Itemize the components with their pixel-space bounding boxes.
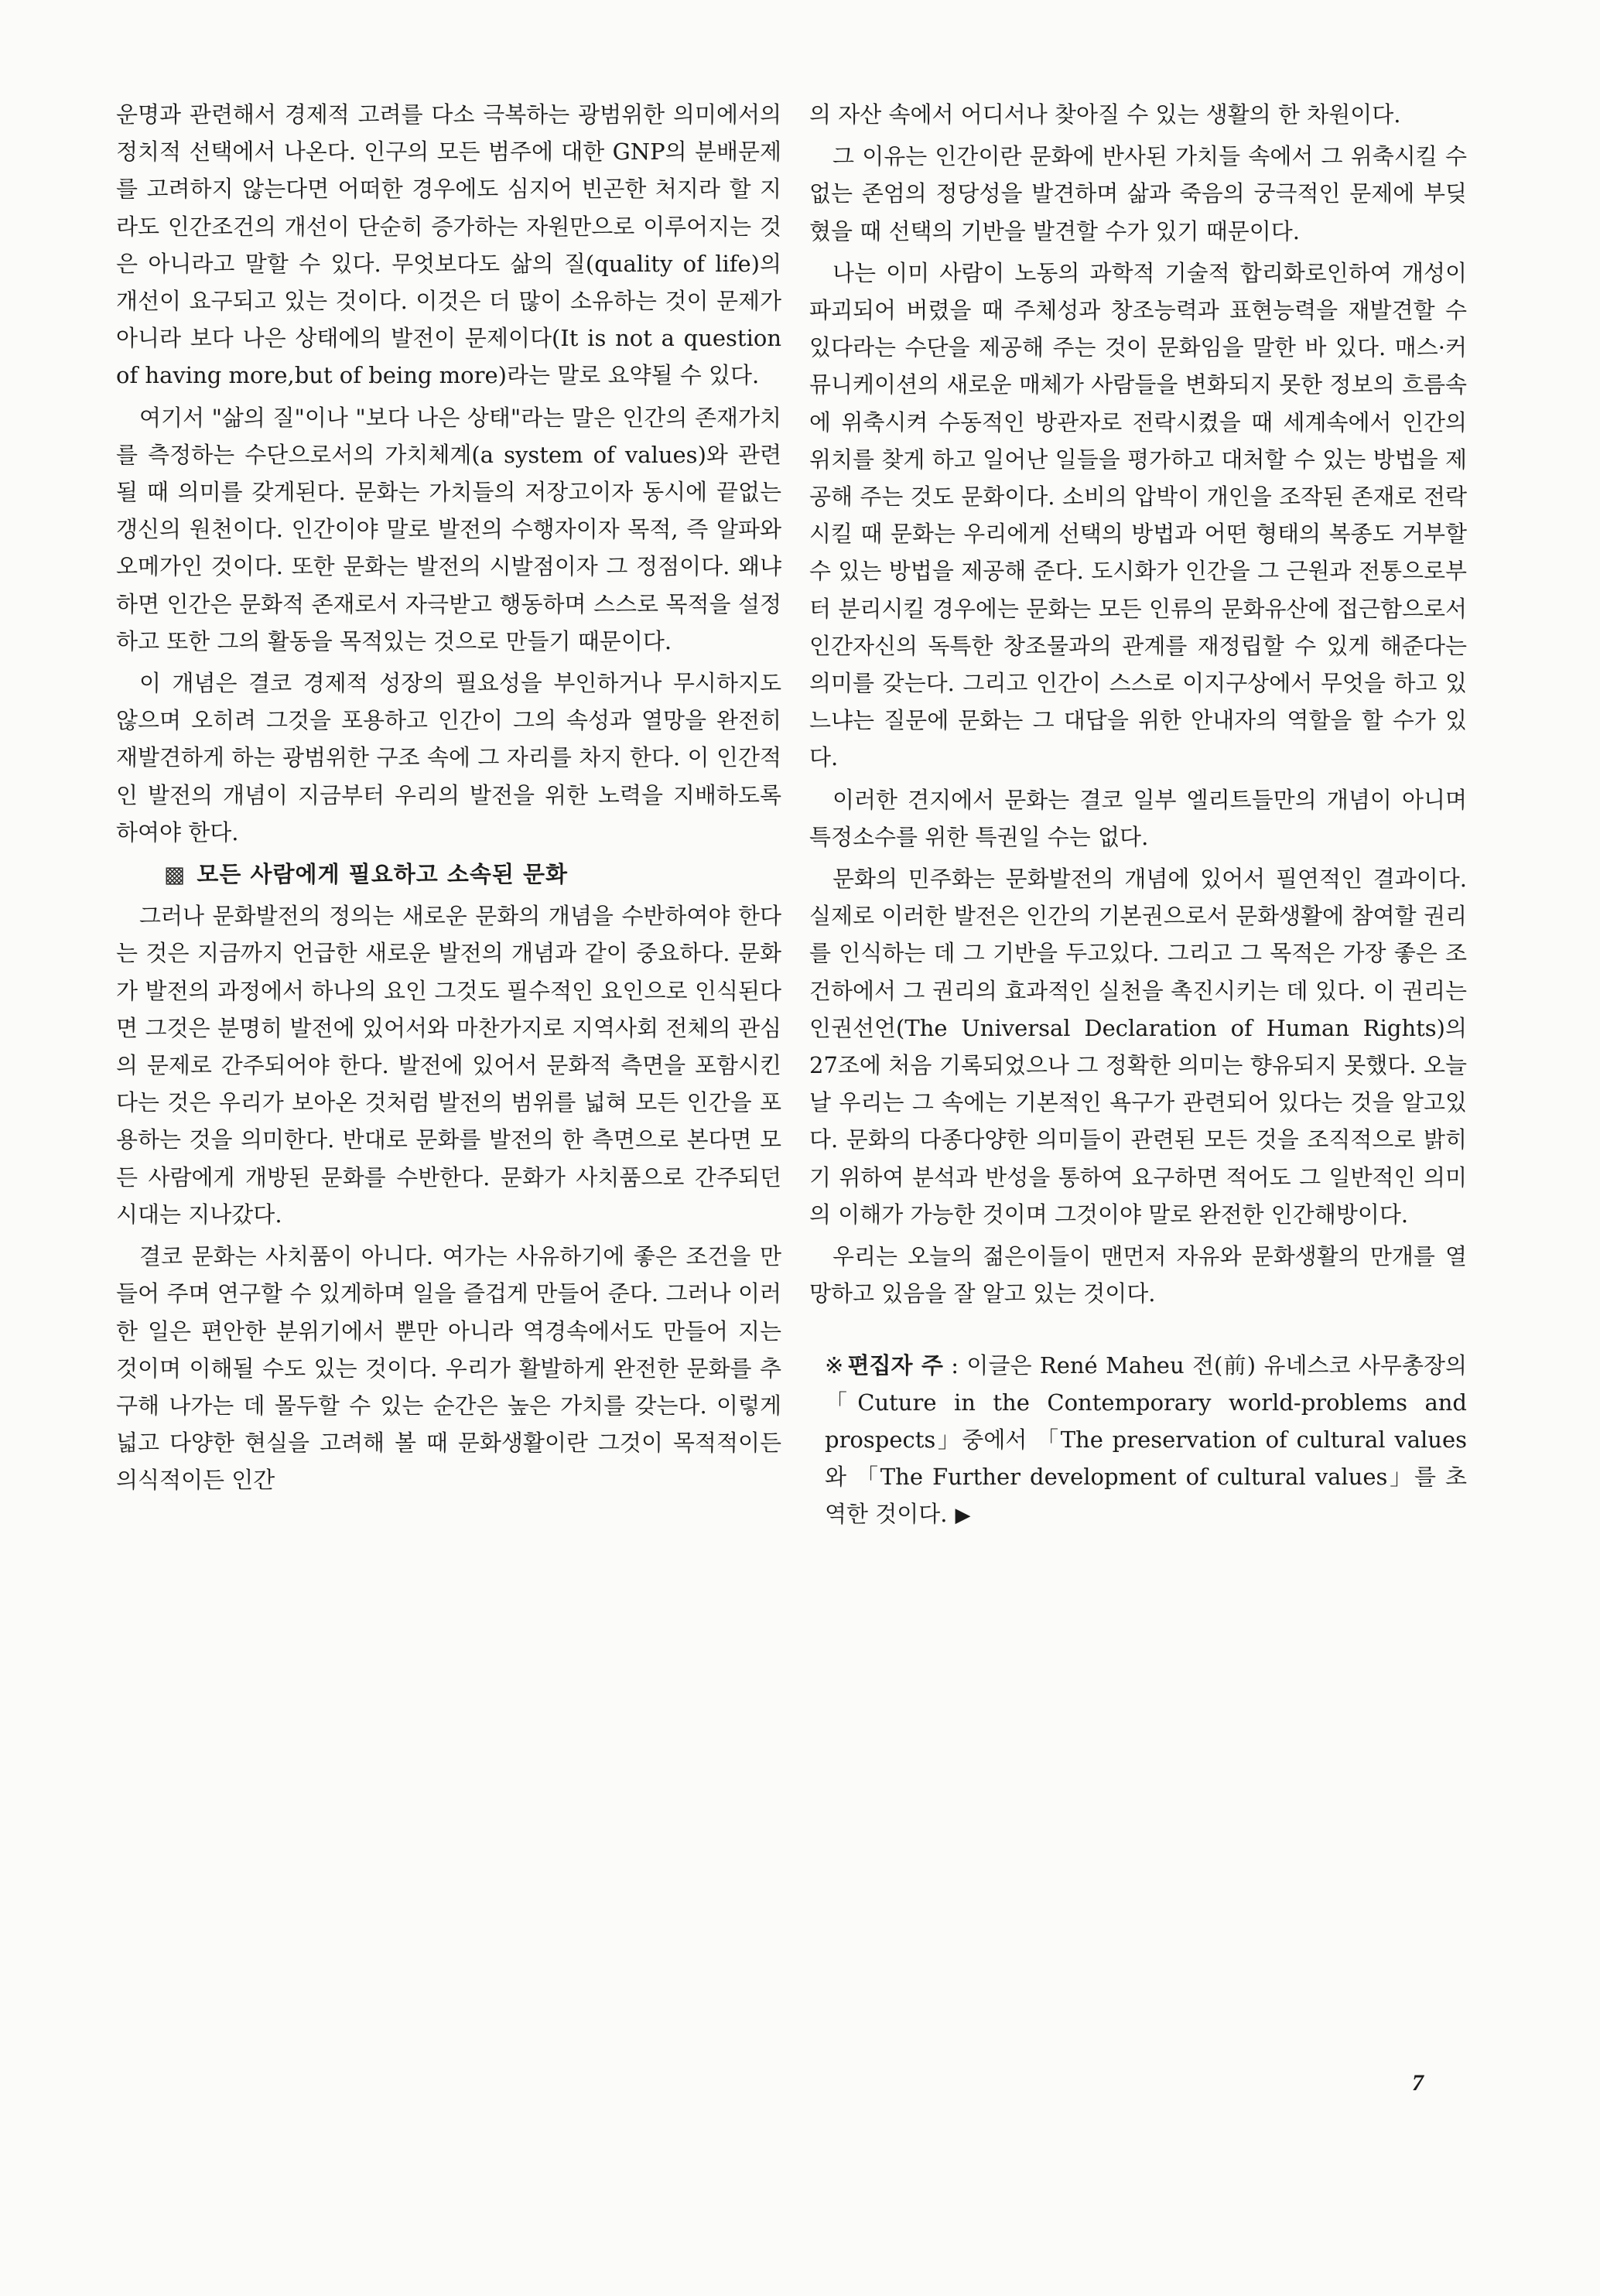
paragraph: 이 개념은 결코 경제적 성장의 필요성을 부인하거나 무시하지도 않으며 오히려 그것을 포용하고 인간이 그의 속성과 열망을 완전히 재발견하게 하는 광범위한 구조 속에 그 자리를 차지 한다. 이 인간적인 발전의 개념이 지금부터 우리의 발전을 위한 노력을 지배하도록 하여야 한다. <box>116 670 781 846</box>
right-column <box>809 96 1467 1534</box>
page-number: 7 <box>1412 2070 1424 2096</box>
editor-note-text: : 이글은 René Maheu 전(前) 유네스코 사무총장의 「Cuture in the Contemporary world-problems and prospects」중에서 「The preservation of cultural values와 「The Further development of cultural values」를 초역한 것이다. <box>825 1351 1467 1527</box>
paragraph: 문화의 민주화는 문화발전의 개념에 있어서 필연적인 결과이다. 실제로 이러한 발전은 인간의 기본권으로서 문화생활에 참여할 권리를 인식하는 데 그 기반을 두고있다. 그리고 그 목적은 가장 좋은 조건하에서 그 권리의 효과적인 실천을 촉진시키는 데 있다. 이 권리는 인권선언(The Universal Declaration of Human Rights)의 27조에 처음 기록되었으나 그 정확한 의미는 향유되지 못했다. 오늘날 우리는 그 속에는 기본적인 욕구가 관련되어 있다는 것을 알고있다. 문화의 다종다양한 의미들이 관련된 모든 것을 조직적으로 밝히기 위하여 분석과 반성을 통하여 요구하면 적어도 그 일반적인 의미의 이해가 가능한 것이며 그것이야 말로 완전한 인간해방이다. <box>809 866 1467 1228</box>
paragraph: 나는 이미 사람이 노동의 과학적 기술적 합리화로인하여 개성이 파괴되어 버렸을 때 주체성과 창조능력과 표현능력을 재발견할 수 있다라는 수단을 제공해 주는 것이 문화임을 말한 바 있다. 매스·커뮤니케이션의 새로운 매체가 사람들을 변화되지 못한 정보의 흐름속에 위축시켜 수동적인 방관자로 전락시켰을 때 세계속에서 인간의 위치를 찾게 하고 일어난 일들을 평가하고 대처할 수 있는 방법을 제공해 주는 것도 문화이다. 소비의 압박이 개인을 조작된 존재로 전락시킬 때 문화는 우리에게 선택의 방법과 어떤 형태의 복종도 거부할 수 있는 방법을 제공해 준다. 도시화가 인간을 그 근원과 전통으로부터 분리시킬 경우에는 문화는 모든 인류의 문화유산에 접근함으로서 인간자신의 독특한 창조물과의 관계를 재정립할 수 있게 해준다는 의미를 갖는다. 그리고 인간이 스스로 이지구상에서 무엇을 하고 있느냐는 질문에 문화는 그 대답을 위한 안내자의 역할을 할 수가 있다. <box>809 259 1467 771</box>
paragraph: 이러한 견지에서 문화는 결코 일부 엘리트들만의 개념이 아니며 특정소수를 위한 특권일 수는 없다. <box>809 786 1467 850</box>
editor-note <box>809 1347 1467 1534</box>
editor-note-label: 편집자 주 <box>847 1351 943 1379</box>
paragraph: 그러나 문화발전의 정의는 새로운 문화의 개념을 수반하여야 한다는 것은 지금까지 언급한 새로운 발전의 개념과 같이 중요하다. 문화가 발전의 과정에서 하나의 요인 그것도 필수적인 요인으로 인식된다면 그것은 분명히 발전에 있어서와 마찬가지로 지역사회 전체의 관심의 문제로 간주되어야 한다. 발전에 있어서 문화적 측면을 포함시킨다는 것은 우리가 보아온 것처럼 발전의 범위를 넓혀 모든 인간을 포용하는 것을 의미한다. 반대로 문화를 발전의 한 측면으로 본다면 모든 사람에게 개방된 문화를 수반한다. 문화가 사치품으로 간주되던 시대는 지나갔다. <box>116 903 781 1228</box>
note-mark-icon: ※ <box>825 1351 845 1379</box>
paragraph: 의 자산 속에서 어디서나 찾아질 수 있는 생활의 한 차원이다. <box>809 101 1401 128</box>
paragraph: 그 이유는 인간이란 문화에 반사된 가치들 속에서 그 위축시킬 수 없는 존엄의 정당성을 발견하며 삶과 죽음의 궁극적인 문제에 부딪혔을 때 선택의 기반을 발견할 수가 있기 때문이다. <box>809 143 1467 244</box>
paragraph: 우리는 오늘의 젊은이들이 맨먼저 자유와 문화생활의 만개를 열망하고 있음을 잘 알고 있는 것이다. <box>809 1243 1467 1307</box>
heading-marker-icon: ▩ <box>164 861 186 888</box>
end-triangle-icon: ▶ <box>955 1503 971 1527</box>
paragraph: 여기서 "삶의 질"이나 "보다 나은 상태"라는 말은 인간의 존재가치를 측정하는 수단으로서의 가치체계(a system of values)와 관련될 때 의미를 갖게된다. 문화는 가치들의 저장고이자 동시에 끝없는 갱신의 원천이다. 인간이야 말로 발전의 수행자이자 목적, 즉 알파와 오메가인 것이다. 또한 문화는 발전의 시발점이자 그 정점이다. 왜냐하면 인간은 문화적 존재로서 자극받고 행동하며 스스로 목적을 설정하고 또한 그의 활동을 목적있는 것으로 만들기 때문이다. <box>116 404 781 654</box>
left-column <box>116 96 781 1504</box>
paragraph: 결코 문화는 사치품이 아니다. 여가는 사유하기에 좋은 조건을 만들어 주며 연구할 수 있게하며 일을 즐겁게 만들어 준다. 그러나 이러한 일은 편안한 분위기에서 뿐만 아니라 역경속에서도 만들어 지는 것이며 이해될 수도 있는 것이다. 우리가 활발하게 완전한 문화를 추구해 나가는 데 몰두할 수 있는 순간은 높은 가치를 갖는다. 이렇게 넓고 다양한 현실을 고려해 볼 때 문화생활이란 그것이 목적적이든 의식적이든 인간 <box>116 1243 781 1494</box>
section-heading-text: 모든 사람에게 필요하고 소속된 문화 <box>197 861 569 888</box>
paragraph: 운명과 관련해서 경제적 고려를 다소 극복하는 광범위한 의미에서의 정치적 선택에서 나온다. 인구의 모든 범주에 대한 GNP의 분배문제를 고려하지 않는다면 어떠한 경우에도 심지어 빈곤한 처지라 할 지라도 인간조건의 개선이 단순히 증가하는 자원만으로 이루어지는 것은 아니라고 말할 수 있다. 무엇보다도 삶의 질(quality of life)의 개선이 요구되고 있는 것이다. 이것은 더 많이 소유하는 것이 문제가 아니라 보다 나은 상태에의 발전이 문제이다(It is not a question of having more,but of being more)라는 말로 요약될 수 있다. <box>116 101 781 389</box>
section-heading <box>116 856 781 893</box>
